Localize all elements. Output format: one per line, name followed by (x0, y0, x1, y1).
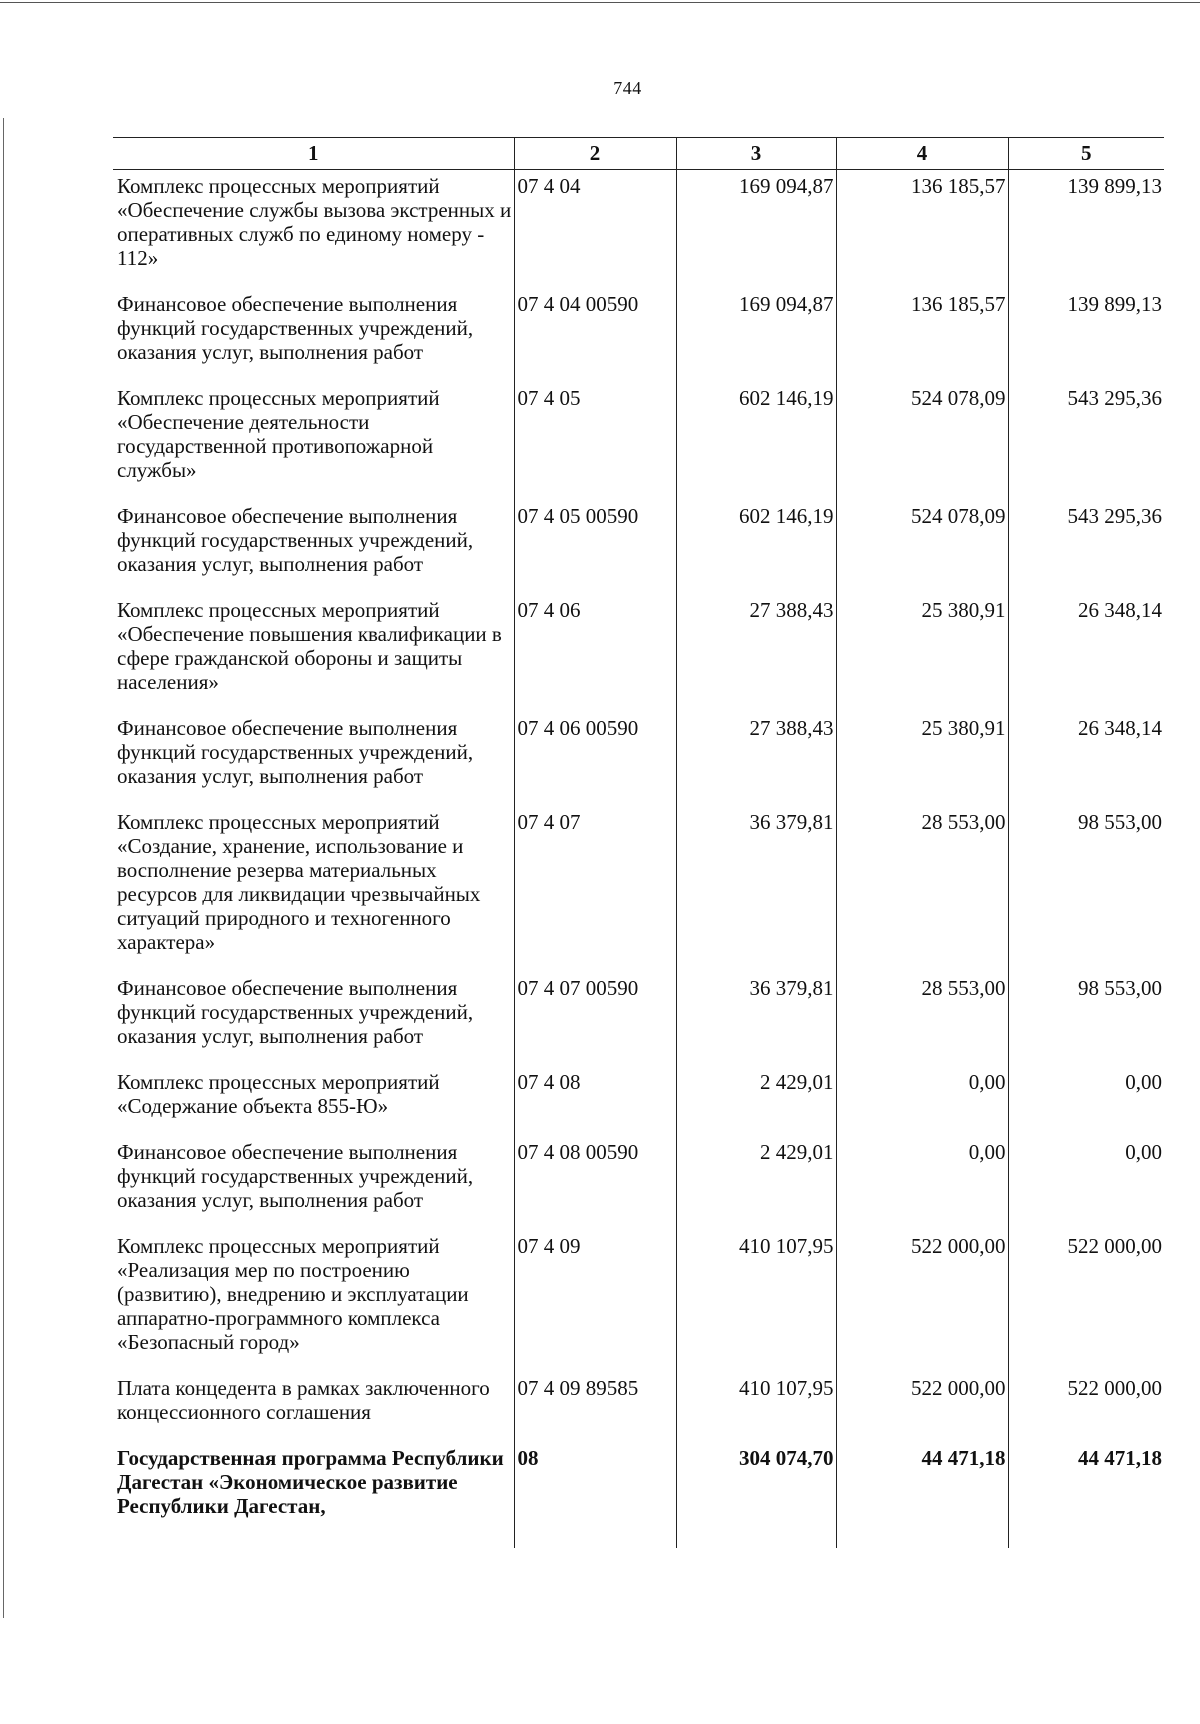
row-value-col5: 139 899,13 (1008, 170, 1164, 289)
row-value-col5: 543 295,36 (1008, 500, 1164, 594)
column-header-3: 3 (676, 138, 836, 170)
row-value-col4: 25 380,91 (836, 594, 1008, 712)
row-value-col5: 44 471,18 (1008, 1442, 1164, 1548)
row-value-col4: 25 380,91 (836, 712, 1008, 806)
row-name-cell: Комплекс процессных мероприятий «Обеспечение службы вызова экстренных и оперативных служб по единому номеру - 112» (117, 174, 512, 270)
row-name-cell: Комплекс процессных мероприятий «Обеспечение повышения квалификации в сфере гражданской обороны и защиты населения» (117, 598, 502, 694)
top-border-line (0, 2, 1200, 3)
row-name-cell: Финансовое обеспечение выполнения функций государственных учреждений, оказания услуг, выполнения работ (117, 1140, 474, 1212)
row-code-cell: 07 4 06 00590 (514, 712, 676, 806)
table-row (113, 1230, 1164, 1372)
row-name-cell: Плата концедента в рамках заключенного концессионного соглашения (117, 1376, 490, 1424)
row-value-col4: 524 078,09 (836, 382, 1008, 500)
row-value-col5: 139 899,13 (1008, 288, 1164, 382)
row-value-col4: 0,00 (836, 1136, 1008, 1230)
row-code-cell: 07 4 05 00590 (514, 500, 676, 594)
column-header-1: 1 (113, 138, 514, 170)
row-name-cell: Комплекс процессных мероприятий «Создание, хранение, использование и восполнение резерва материальных ресурсов для ликвидации чрезвычайных ситуаций природного и техногенного характера» (117, 810, 481, 954)
column-header-4: 4 (836, 138, 1008, 170)
table-row (113, 1372, 1164, 1442)
row-value-col5: 0,00 (1008, 1066, 1164, 1136)
table-row (113, 500, 1164, 594)
header-row (113, 138, 1164, 170)
row-value-col4: 136 185,57 (836, 170, 1008, 289)
row-name-cell: Финансовое обеспечение выполнения функций государственных учреждений, оказания услуг, выполнения работ (117, 292, 474, 364)
row-value-col5: 26 348,14 (1008, 712, 1164, 806)
row-value-col3: 602 146,19 (676, 500, 836, 594)
row-code-cell: 07 4 07 (514, 806, 676, 972)
row-value-col3: 36 379,81 (676, 972, 836, 1066)
row-value-col3: 169 094,87 (676, 288, 836, 382)
row-code-cell: 07 4 08 00590 (514, 1136, 676, 1230)
row-value-col3: 169 094,87 (676, 170, 836, 289)
table-row (113, 1066, 1164, 1136)
row-value-col5: 522 000,00 (1008, 1230, 1164, 1372)
row-value-col4: 522 000,00 (836, 1372, 1008, 1442)
row-value-col4: 0,00 (836, 1066, 1008, 1136)
row-name-cell: Финансовое обеспечение выполнения функций государственных учреждений, оказания услуг, выполнения работ (117, 716, 474, 788)
row-code-cell: 07 4 06 (514, 594, 676, 712)
row-code-cell: 08 (514, 1442, 676, 1548)
row-code-cell: 07 4 07 00590 (514, 972, 676, 1066)
table-row (113, 288, 1164, 382)
table-row (113, 1136, 1164, 1230)
row-value-col5: 98 553,00 (1008, 972, 1164, 1066)
row-code-cell: 07 4 09 (514, 1230, 676, 1372)
row-value-col4: 136 185,57 (836, 288, 1008, 382)
row-code-cell: 07 4 04 00590 (514, 288, 676, 382)
row-name-cell: Финансовое обеспечение выполнения функций государственных учреждений, оказания услуг, выполнения работ (117, 976, 474, 1048)
row-value-col3: 36 379,81 (676, 806, 836, 972)
row-code-cell: 07 4 04 (514, 170, 676, 289)
table-row (113, 806, 1164, 972)
row-value-col3: 304 074,70 (676, 1442, 836, 1548)
row-value-col5: 522 000,00 (1008, 1372, 1164, 1442)
page-number: 744 (613, 78, 642, 98)
table-row (113, 170, 1164, 289)
table-row (113, 712, 1164, 806)
row-value-col3: 410 107,95 (676, 1372, 836, 1442)
row-value-col5: 543 295,36 (1008, 382, 1164, 500)
table-row (113, 972, 1164, 1066)
row-name-cell: Финансовое обеспечение выполнения функций государственных учреждений, оказания услуг, выполнения работ (117, 504, 474, 576)
table-row (113, 1442, 1164, 1548)
row-value-col4: 522 000,00 (836, 1230, 1008, 1372)
row-value-col4: 44 471,18 (836, 1442, 1008, 1548)
row-code-cell: 07 4 05 (514, 382, 676, 500)
column-header-2: 2 (514, 138, 676, 170)
table-row (113, 594, 1164, 712)
row-name-cell: Комплекс процессных мероприятий «Реализация мер по построению (развитию), внедрению и эксплуатации аппаратно-программного комплекса «Безопасный город» (117, 1234, 469, 1354)
left-margin-line (3, 118, 4, 1618)
row-name-cell: Комплекс процессных мероприятий «Содержание объекта 855-Ю» (117, 1070, 440, 1118)
table-row (113, 382, 1164, 500)
row-code-cell: 07 4 08 (514, 1066, 676, 1136)
row-value-col3: 410 107,95 (676, 1230, 836, 1372)
column-header-5: 5 (1008, 138, 1164, 170)
row-code-cell: 07 4 09 89585 (514, 1372, 676, 1442)
row-value-col3: 27 388,43 (676, 594, 836, 712)
row-value-col4: 28 553,00 (836, 806, 1008, 972)
row-value-col4: 524 078,09 (836, 500, 1008, 594)
row-value-col5: 98 553,00 (1008, 806, 1164, 972)
row-value-col5: 26 348,14 (1008, 594, 1164, 712)
row-value-col3: 2 429,01 (676, 1066, 836, 1136)
row-name-cell: Комплекс процессных мероприятий «Обеспечение деятельности государственной противопожарной службы» (117, 386, 440, 482)
row-value-col5: 0,00 (1008, 1136, 1164, 1230)
table-body (113, 170, 1164, 1549)
row-value-col4: 28 553,00 (836, 972, 1008, 1066)
row-value-col3: 27 388,43 (676, 712, 836, 806)
row-value-col3: 2 429,01 (676, 1136, 836, 1230)
row-name-cell: Государственная программа Республики Дагестан «Экономическое развитие Республики Дагестан, (117, 1446, 504, 1518)
row-value-col3: 602 146,19 (676, 382, 836, 500)
budget-table (113, 137, 1164, 1548)
